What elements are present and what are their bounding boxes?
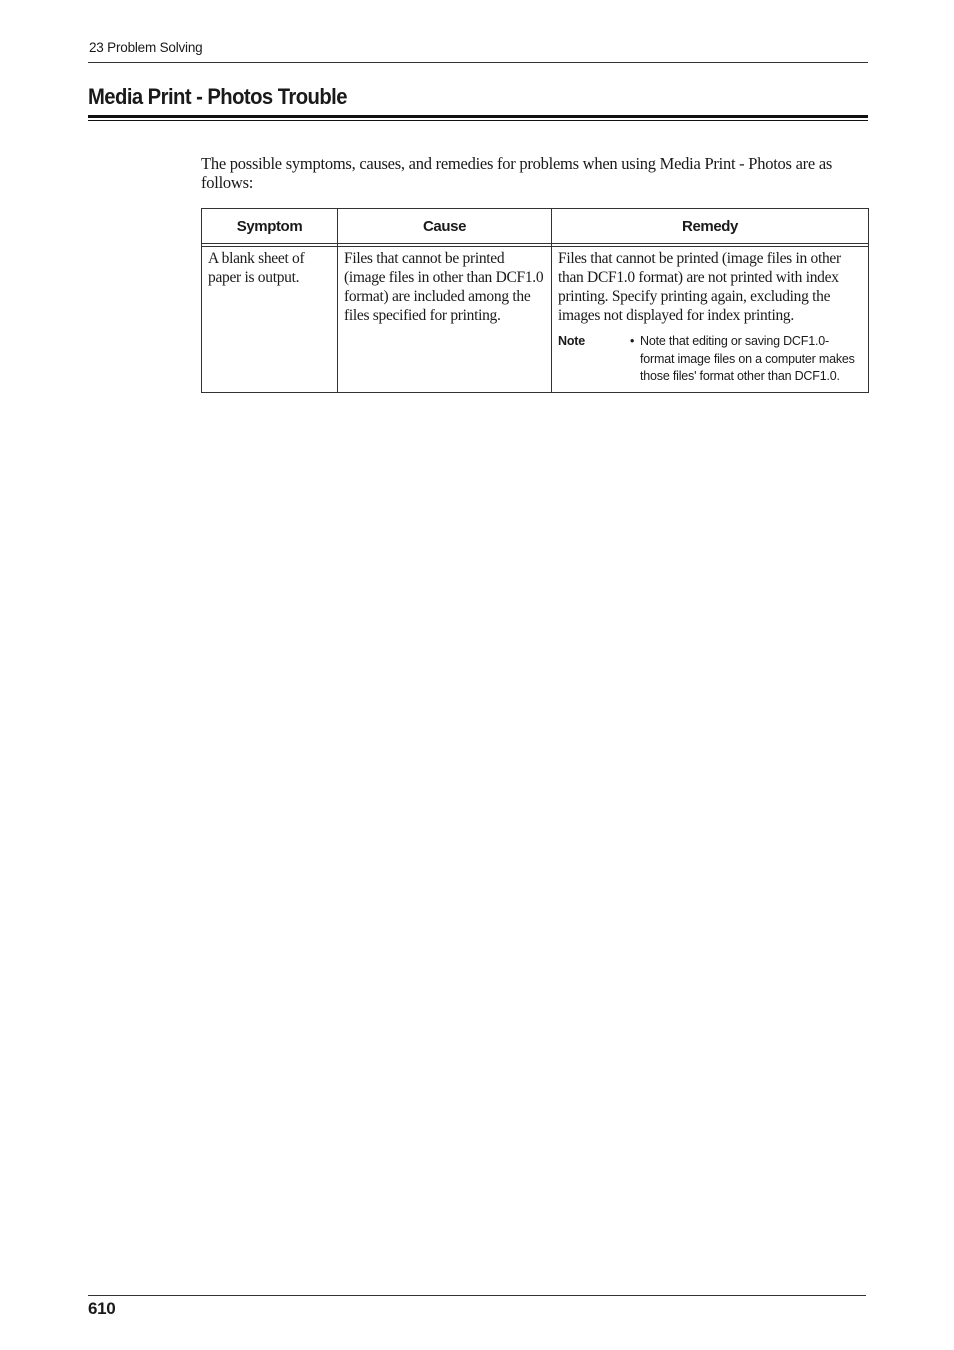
running-header: 23 Problem Solving (89, 40, 203, 55)
title-rule-thin (88, 120, 868, 121)
footer-rule (88, 1295, 866, 1296)
table-header-row (202, 209, 869, 244)
remedy-cell (552, 247, 869, 393)
title-rule-thick (88, 115, 868, 118)
note-block (558, 333, 863, 386)
symptom-cell: A blank sheet of paper is output. (202, 247, 338, 393)
header-rule (88, 62, 868, 63)
column-header-symptom: Symptom (202, 209, 338, 244)
note-label: Note (558, 334, 585, 348)
column-header-remedy: Remedy (552, 209, 869, 244)
bullet-icon: • (630, 334, 635, 348)
table-row (202, 247, 869, 393)
trouble-table (201, 208, 869, 393)
column-header-cause: Cause (338, 209, 552, 244)
intro-paragraph: The possible symptoms, causes, and remedies for problems when using Media Print - Photos are as follows: (201, 154, 833, 192)
cause-cell: Files that cannot be printed (image files in other than DCF1.0 format) are included among the files specified for printing. (338, 247, 552, 393)
page-title: Media Print - Photos Trouble (88, 84, 347, 109)
note-text: Note that editing or saving DCF1.0-format image files on a computer makes those files' format other than DCF1.0. (640, 334, 855, 383)
page-number: 610 (88, 1299, 116, 1318)
remedy-text: Files that cannot be printed (image files in other than DCF1.0 format) are not printed with index printing. Specify printing again, excluding the images not displayed for index printing. (558, 250, 841, 324)
